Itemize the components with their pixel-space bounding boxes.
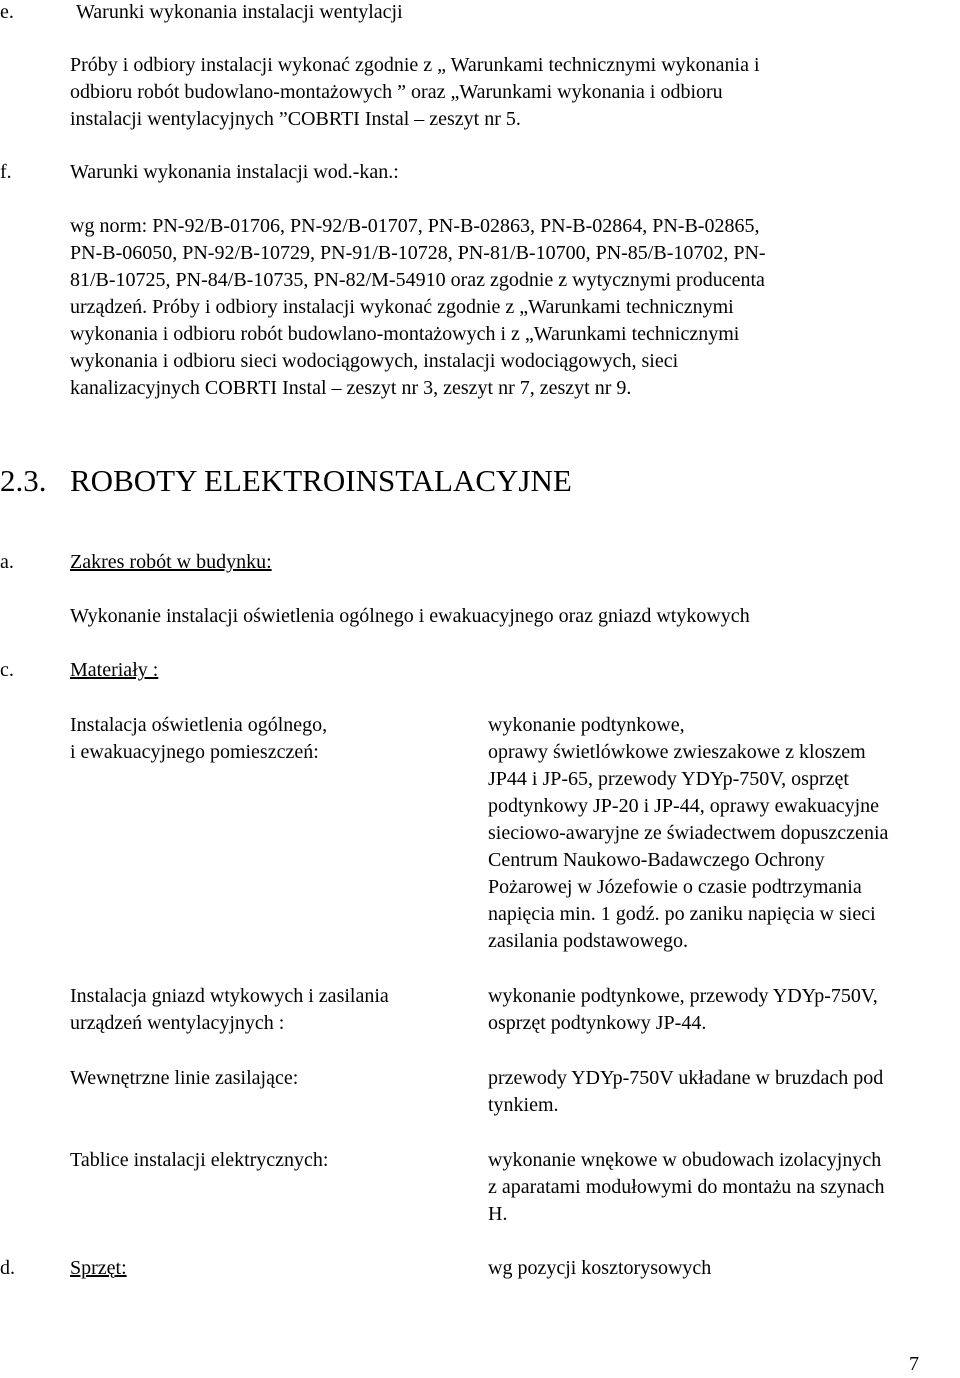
section-d-title: Sprzęt: (70, 1257, 127, 1279)
material-desc: osprzęt podtynkowy JP-44. (488, 1012, 707, 1034)
page-number: 7 (909, 1353, 919, 1375)
material-desc: sieciowo-awaryjne ze świadectwem dopuszczenia (488, 822, 889, 844)
section-f-marker: f. (0, 161, 12, 183)
material-desc: podtynkowy JP-20 i JP-44, oprawy ewakuacyjne (488, 795, 880, 817)
section-a-text: Wykonanie instalacji oświetlenia ogólnego i ewakuacyjnego oraz gniazd wtykowych (70, 605, 750, 627)
section-c-marker: c. (0, 659, 14, 681)
paragraph-line: urządzeń. Próby i odbiory instalacji wykonać zgodnie z „Warunkami technicznymi (70, 296, 734, 318)
material-desc: tynkiem. (488, 1094, 559, 1116)
material-desc: Centrum Naukowo-Badawczego Ochrony (488, 849, 825, 871)
material-label: i ewakuacyjnego pomieszczeń: (70, 741, 319, 763)
section-a-marker: a. (0, 551, 14, 573)
section-a-title: Zakres robót w budynku: (70, 551, 272, 573)
material-desc: wykonanie podtynkowe, przewody YDYp-750V, (488, 985, 878, 1007)
section-f-title: Warunki wykonania instalacji wod.-kan.: (70, 161, 399, 183)
section-d-text: wg pozycji kosztorysowych (488, 1257, 712, 1279)
material-label: Tablice instalacji elektrycznych: (70, 1149, 329, 1171)
material-label: urządzeń wentylacyjnych : (70, 1012, 285, 1034)
paragraph-line: wykonania i odbioru sieci wodociągowych, instalacji wodociągowych, sieci (70, 350, 679, 372)
material-label: Instalacja gniazd wtykowych i zasilania (70, 985, 389, 1007)
paragraph-line: 81/B-10725, PN-84/B-10735, PN-82/M-54910 oraz zgodnie z wytycznymi producenta (70, 269, 765, 291)
paragraph-line: instalacji wentylacyjnych ”COBRTI Instal – zeszyt nr 5. (70, 108, 521, 130)
material-desc: napięcia min. 1 godź. po zaniku napięcia w sieci (488, 903, 876, 925)
section-e-title: Warunki wykonania instalacji wentylacji (76, 1, 403, 23)
section-number: 2.3. (0, 463, 47, 498)
material-desc: z aparatami modułowymi do montażu na szynach (488, 1176, 885, 1198)
paragraph-line: wg norm: PN-92/B-01706, PN-92/B-01707, PN-B-02863, PN-B-02864, PN-B-02865, (70, 215, 760, 237)
paragraph-line: odbioru robót budowlano-montażowych ” oraz „Warunkami wykonania i odbioru (70, 81, 723, 103)
material-desc: JP44 i JP-65, przewody YDYp-750V, osprzęt (488, 768, 849, 790)
section-c-title: Materiały : (70, 659, 159, 681)
material-desc: oprawy świetlówkowe zwieszakowe z kloszem (488, 741, 866, 763)
material-desc: wykonanie wnękowe w obudowach izolacyjnych (488, 1149, 882, 1171)
paragraph-line: kanalizacyjnych COBRTI Instal – zeszyt nr 3, zeszyt nr 7, zeszyt nr 9. (70, 377, 632, 399)
material-label: Instalacja oświetlenia ogólnego, (70, 714, 328, 736)
paragraph-line: wykonania i odbioru robót budowlano-montażowych i z „Warunkami technicznymi (70, 323, 740, 345)
section-heading: ROBOTY ELEKTROINSTALACYJNE (70, 463, 572, 498)
material-desc: H. (488, 1203, 508, 1225)
material-desc: wykonanie podtynkowe, (488, 714, 685, 736)
section-d-marker: d. (0, 1257, 15, 1279)
paragraph-line: PN-B-06050, PN-92/B-10729, PN-91/B-10728, PN-81/B-10700, PN-85/B-10702, PN- (70, 242, 766, 264)
section-e-marker: e. (0, 1, 14, 23)
material-label: Wewnętrzne linie zasilające: (70, 1067, 299, 1089)
material-desc: zasilania podstawowego. (488, 930, 688, 952)
paragraph-line: Próby i odbiory instalacji wykonać zgodnie z „ Warunkami technicznymi wykonania i (70, 54, 760, 76)
material-desc: przewody YDYp-750V układane w bruzdach pod (488, 1067, 884, 1089)
material-desc: Pożarowej w Józefowie o czasie podtrzymania (488, 876, 862, 898)
